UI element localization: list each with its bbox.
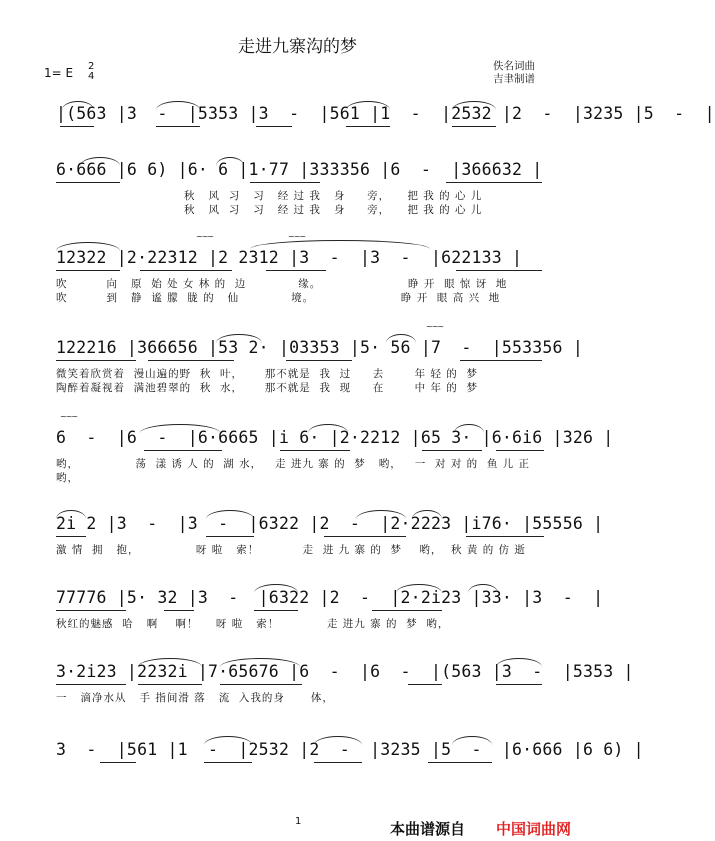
time-signature (88, 62, 94, 82)
beam-underline (496, 450, 544, 451)
slur (204, 736, 252, 745)
slur (220, 658, 300, 667)
notation-line: 12322 |2·22312 |2 2312 |3 - |3 - |622133 | (56, 248, 523, 267)
lyric-text: 哟， (56, 472, 79, 484)
lyrics-verse-1 (56, 456, 546, 471)
beam-underline (56, 684, 126, 685)
slur (206, 510, 254, 519)
notation-line: 6 - |6 - |6·6665 |i 6· |2·2212 |65 3· |6·6i6 |326 | (56, 428, 614, 447)
slur (250, 240, 430, 249)
beam-underline (460, 360, 542, 361)
slur (56, 510, 86, 519)
slur (412, 510, 442, 519)
beam-underline (452, 126, 496, 127)
lyricist-credit: 佚名词曲 (493, 60, 535, 72)
lyrics-verse-1 (56, 276, 546, 291)
lyric-text: 秋红的魅感 哈 啊 啊！ 呀 啦 索！ 走 进九 寨 的 梦 哟， (56, 618, 450, 630)
lyric-text: 吹 到 静 谧 朦 胧 的 仙 境。 睁 开 眼 高 兴 地 (56, 292, 501, 304)
beam-underline (250, 182, 320, 183)
beam-underline (56, 182, 120, 183)
beam-underline (496, 684, 542, 685)
slur (156, 101, 200, 110)
beam-underline (100, 762, 136, 763)
lyric-text: 一 滴净水从 手 指间滑 落 流 入我的身 体， (56, 692, 334, 704)
slur (396, 584, 442, 593)
notation-line: |(563 |3 - |5353 |3 - |561 |1 - |2532 |2 - |3235 |5 - | (56, 104, 715, 123)
slur (138, 658, 202, 667)
lyric-text: 秋 风 习 习 经 过 我 身 旁， 把 我 的 心 儿 (184, 204, 483, 216)
source-label: 本曲谱源自 (390, 820, 466, 838)
slur (496, 658, 542, 667)
score-row-5 (56, 412, 614, 456)
beam-underline (56, 610, 126, 611)
lyric-text: 微笑着欣赏着 漫山遍的野 秋 叶， 那不就是 我 过 去 年 轻 的 梦 (56, 368, 478, 380)
score-row-2 (56, 160, 546, 188)
lyric-text: 陶醉着凝视着 满池碧翠的 秋 水， 那不就是 我 现 在 中 年 的 梦 (56, 382, 478, 394)
beam-underline (256, 126, 292, 127)
beam-underline (56, 536, 86, 537)
beam-underline (144, 450, 222, 451)
beam-underline (456, 270, 542, 271)
beam-underline (138, 684, 202, 685)
beam-underline (56, 270, 120, 271)
slur (80, 157, 120, 166)
trill-mark: ~~~ (60, 412, 78, 421)
slur (56, 242, 120, 251)
notation-line: 122216 |366656 |53 2· |03353 |5· 56 |7 - |553356 | (56, 338, 583, 357)
time-signature-top: 2 (88, 61, 95, 72)
beam-underline (408, 684, 442, 685)
lyrics-verse-1 (56, 616, 546, 631)
slur (254, 584, 298, 593)
lyric-text: 吹 向 原 始 处 女 林 的 边 缘。 睁 开 眼 惊 讶 地 (56, 278, 508, 290)
time-signature-bottom: 4 (88, 71, 95, 82)
slur (386, 334, 416, 343)
score-row-4 (56, 322, 583, 366)
lyrics-verse-1 (56, 690, 546, 705)
beam-underline (446, 182, 542, 183)
trill-mark: ~~~ (288, 232, 306, 241)
notation-line: 3·2i23 |2232i |7·65676 |6 - |6 - |(563 |3 - |5353 | (56, 662, 634, 681)
slur (468, 584, 498, 593)
lyric-text: 哟， 荡 漾 诱 人 的 湖 水， 走 进九 寨 的 梦 哟， 一 对 对 的 鱼 儿 正 (56, 458, 531, 470)
score-row-1 (56, 104, 715, 132)
arranger-credit: 吉聿制谱 (493, 73, 535, 85)
score-row-6 (56, 514, 604, 542)
slur (452, 736, 492, 745)
score-row-9 (56, 740, 644, 768)
lyrics-verse-2 (56, 470, 546, 485)
notation-line: 77776 |5· 32 |3 - |6322 |2 - |2·2i23 |33· |3 - | (56, 588, 604, 607)
notation-line: 6·666 |6 6) |6· 6 |1·77 |333356 |6 - |366632 | (56, 160, 543, 179)
beam-underline (254, 610, 298, 611)
slur (216, 334, 262, 343)
slur (216, 157, 244, 166)
notation-line: 3 - |561 |1 - |2532 |2 - |3235 |5 - |6·666 |6 6) | (56, 740, 644, 759)
beam-underline (206, 536, 254, 537)
lyrics-verse-1 (56, 188, 546, 203)
slur (346, 101, 390, 110)
beam-underline (220, 684, 302, 685)
slur (314, 736, 362, 745)
beam-underline (56, 360, 136, 361)
score-row-3 (56, 232, 546, 276)
beam-underline (346, 126, 390, 127)
beam-underline (314, 762, 362, 763)
score-row-8 (56, 662, 634, 690)
score-row-7 (56, 588, 604, 616)
beam-underline (286, 360, 352, 361)
beam-underline (372, 610, 442, 611)
trill-mark: ~~~ (426, 322, 444, 331)
beam-underline (324, 536, 406, 537)
beam-underline (164, 610, 194, 611)
lyrics-verse-2 (56, 380, 546, 395)
slur (308, 424, 348, 433)
beam-underline (266, 270, 326, 271)
key-signature: 1= E (44, 66, 74, 80)
beam-underline (428, 762, 492, 763)
beam-underline (140, 270, 232, 271)
notation-line: 2i 2 |3 - |3 - |6322 |2 - |2·2223 |i76· |55556 | (56, 514, 604, 533)
lyric-text: 激 情 拥 抱， 呀 啦 索！ 走 进 九 寨 的 梦 哟， 秋 黄 的 仿 逝 (56, 544, 526, 556)
page-number: 1 (295, 816, 302, 827)
lyrics-verse-2 (56, 290, 546, 305)
slur (62, 101, 94, 110)
lyrics-verse-1 (56, 366, 546, 381)
beam-underline (280, 450, 350, 451)
score-title: 走进九寨沟的梦 (238, 37, 357, 57)
trill-mark: ~~~ (196, 232, 214, 241)
slur (140, 424, 220, 433)
lyrics-verse-1 (56, 542, 546, 557)
beam-underline (422, 450, 482, 451)
lyrics-verse-2 (56, 202, 546, 217)
site-name-link[interactable]: 中国词曲网 (496, 820, 572, 838)
slur (452, 101, 496, 110)
beam-underline (60, 126, 94, 127)
beam-underline (156, 126, 200, 127)
beam-underline (204, 762, 252, 763)
slur (356, 510, 406, 519)
slur (454, 424, 484, 433)
lyric-text: 秋 风 习 习 经 过 我 身 旁， 把 我 的 心 儿 (184, 190, 483, 202)
beam-underline (148, 360, 234, 361)
beam-underline (466, 536, 544, 537)
